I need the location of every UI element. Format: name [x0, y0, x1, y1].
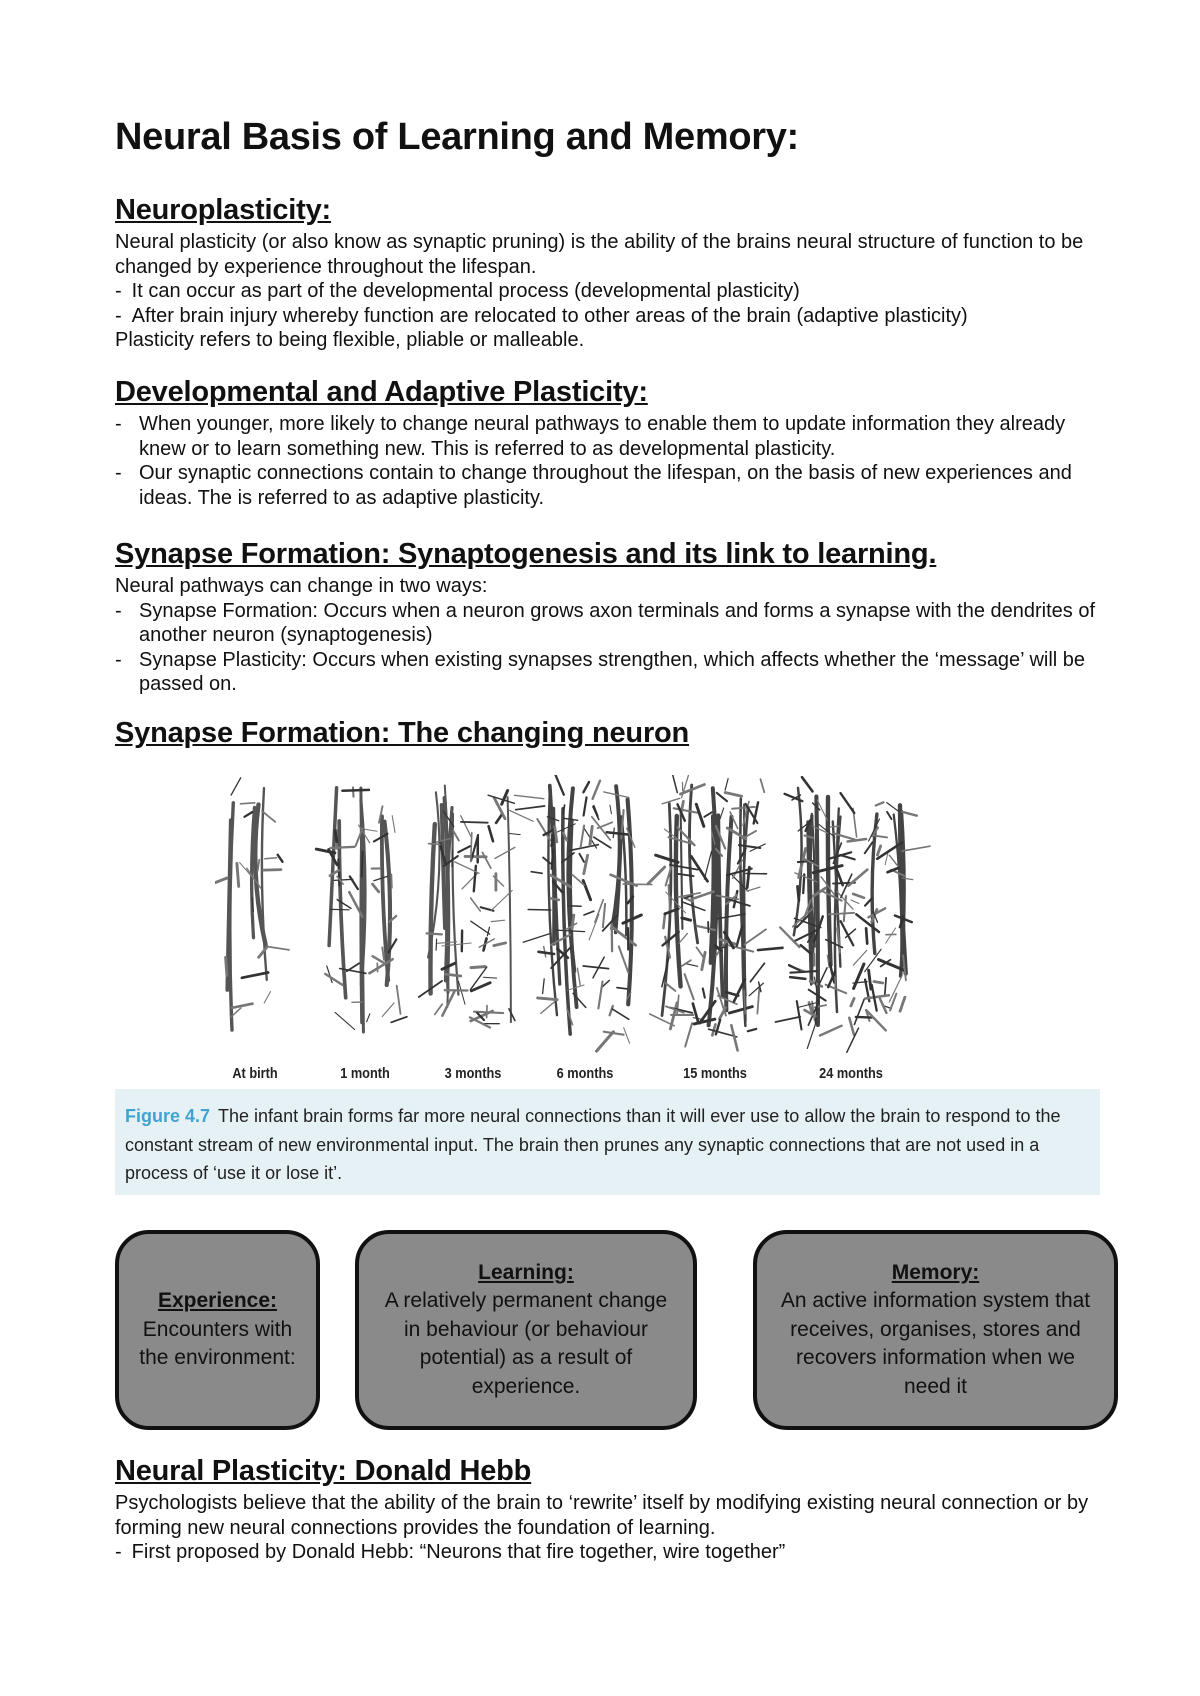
age-label: 1 month: [340, 1065, 390, 1082]
age-label: At birth: [232, 1065, 278, 1082]
bullet-list: [115, 412, 1100, 510]
section-heading: Neural Plasticity: Donald Hebb: [115, 1455, 532, 1487]
list-item: - First proposed by Donald Hebb: “Neurons that fire together, wire together”: [115, 1540, 1100, 1565]
learning-box: [355, 1230, 697, 1430]
box-text: An active information system that receives, organises, stores and recovers information when we need it: [780, 1289, 1091, 1398]
section-synaptogenesis: [115, 537, 1100, 697]
paragraph: Neural pathways can change in two ways:: [115, 575, 488, 597]
section-developmental-plasticity: [115, 375, 1100, 510]
figure-number: Figure 4.7: [125, 1106, 211, 1126]
list-item: - When younger, more likely to change neural pathways to enable them to update information they already knew or to learn something new. This is referred to as developmental plasticity.: [115, 412, 1100, 461]
paragraph: Plasticity refers to being flexible, pliable or malleable.: [115, 329, 585, 351]
list-item: - It can occur as part of the developmental process (developmental plasticity): [115, 279, 1100, 304]
paragraph: Neural plasticity (or also know as synaptic pruning) is the ability of the brains neural structure of function to be changed by experience throughout the lifespan.: [115, 231, 1084, 278]
bullet-list: [115, 279, 1100, 328]
age-label: 15 months: [683, 1065, 747, 1082]
experience-box: [115, 1230, 320, 1430]
page-title: Neural Basis of Learning and Memory:: [115, 116, 799, 158]
section-heading: Neuroplasticity:: [115, 194, 331, 226]
section-changing-neuron: [115, 716, 1100, 753]
neuron-cluster: [316, 787, 407, 1032]
age-label: 24 months: [819, 1065, 883, 1082]
box-title: Experience:: [157, 1289, 278, 1313]
caption-text: The infant brain forms far more neural connections than it will ever use to allow the brain to respond to the constant stream of new environmental input. The brain then prunes any synaptic connections that are not used in a process of ‘use it or lose it’.: [125, 1106, 1061, 1183]
section-heading: Synapse Formation: The changing neuron: [115, 717, 690, 749]
list-item: - Synapse Plasticity: Occurs when existing synapses strengthen, which affects whether the ‘message’ will be passed on.: [115, 648, 1100, 697]
neuron-cluster: [419, 786, 533, 1028]
age-label: 3 months: [444, 1065, 502, 1082]
box-text: Encounters with the environment:: [139, 1317, 296, 1370]
list-item: - Synapse Formation: Occurs when a neuron grows axon terminals and forms a synapse with the dendrites of another neuron (synaptogenesis): [115, 599, 1100, 648]
neuron-development-figure: [215, 775, 1005, 1085]
neuron-cluster: [776, 777, 931, 1052]
bullet-list: [115, 599, 1100, 697]
list-item: - Our synaptic connections contain to change throughout the lifespan, on the basis of new experiences and ideas. The is referred to as adaptive plasticity.: [115, 461, 1100, 510]
box-title: Memory:: [891, 1260, 980, 1284]
box-text: A relatively permanent change in behaviour (or behaviour potential) as a result of experience.: [384, 1289, 668, 1398]
neuron-cluster: [648, 775, 783, 1050]
age-label: 6 months: [556, 1065, 614, 1082]
memory-box: [753, 1230, 1118, 1430]
neuron-cluster: [215, 778, 289, 1030]
neuron-illustration: [215, 775, 1005, 1065]
box-title: Learning:: [478, 1260, 574, 1284]
list-item: - After brain injury whereby function are relocated to other areas of the brain (adaptive plasticity): [115, 304, 1100, 329]
figure-caption: [115, 1089, 1100, 1195]
bullet-list: [115, 1540, 1100, 1565]
section-heading: Synapse Formation: Synaptogenesis and its link to learning.: [115, 538, 937, 570]
neuron-cluster: [515, 775, 652, 1051]
paragraph: Psychologists believe that the ability of the brain to ‘rewrite’ itself by modifying existing neural connection or by forming new neural connections provides the foundation of learning.: [115, 1492, 1089, 1539]
section-heading: Developmental and Adaptive Plasticity:: [115, 376, 648, 408]
section-donald-hebb: [115, 1454, 1100, 1565]
section-neuroplasticity: [115, 193, 1100, 353]
